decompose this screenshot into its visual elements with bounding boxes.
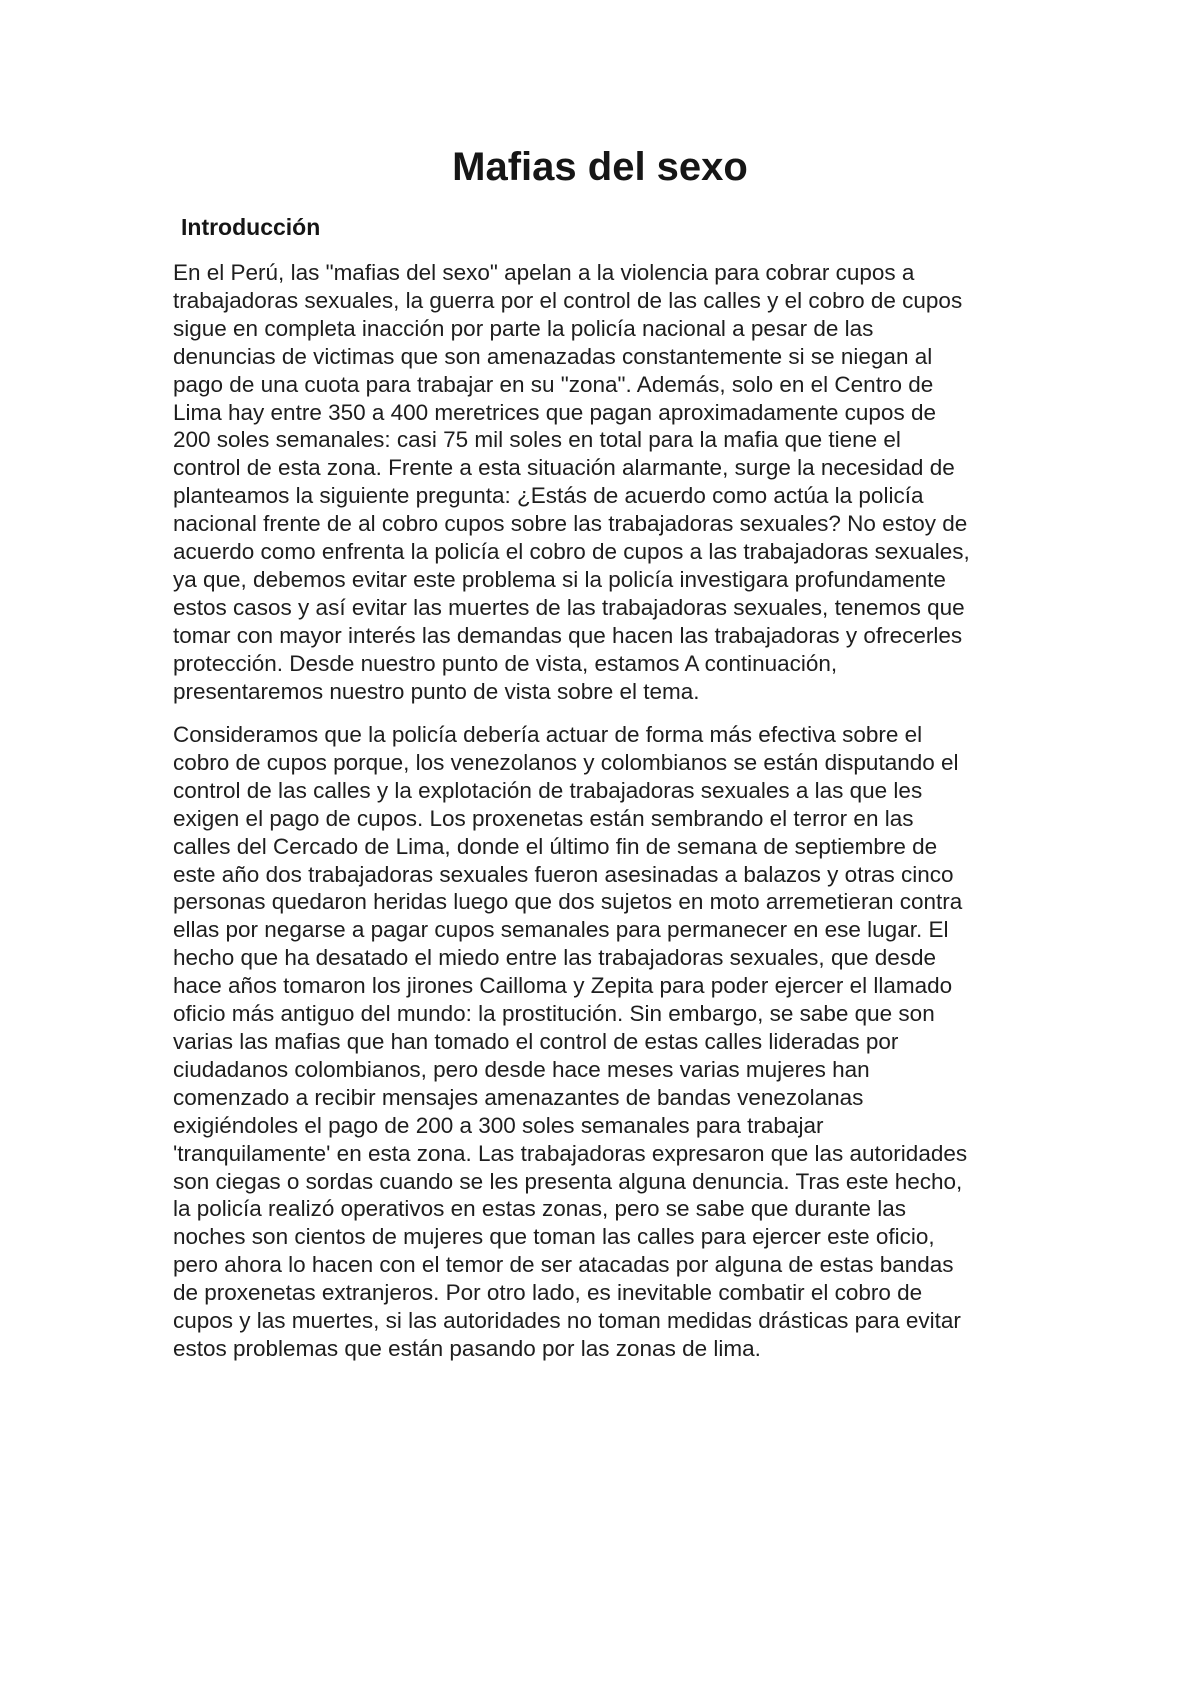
document-title: Mafias del sexo	[452, 145, 748, 189]
paragraph-argument: Consideramos que la policía debería actuar de forma más efectiva sobre el cobro de cupos porque, los venezolanos y colombianos se están disputando el control de las calles y la explotación de trabajadoras sexuales a las que les exigen el pago de cupos. Los proxenetas están sembrando el terror en las calles del Cercado de Lima, donde el último fin de semana de septiembre de este año dos trabajadoras sexuales fueron asesinadas a balazos y otras cinco personas quedaron heridas luego que dos sujetos en moto arremetieran contra ellas por negarse a pagar cupos semanales para permanecer en ese lugar. El hecho que ha desatado el miedo entre las trabajadoras sexuales, que desde hace años tomaron los jirones Cailloma y Zepita para poder ejercer el llamado oficio más antiguo del mundo: la prostitución. Sin embargo, se sabe que son varias las mafias que han tomado el control de estas calles lideradas por ciudadanos colombianos, pero desde hace meses varias mujeres han comenzado a recibir mensajes amenazantes de bandas venezolanas exigiéndoles el pago de 200 a 300 soles semanales para trabajar 'tranquilamente' en esta zona. Las trabajadoras expresaron que las autoridades son ciegas o sordas cuando se les presenta alguna denuncia. Tras este hecho, la policía realizó operativos en estas zonas, pero se sabe que durante las noches son cientos de mujeres que toman las calles para ejercer este oficio, pero ahora lo hacen con el temor de ser atacadas por alguna de estas bandas de proxenetas extranjeros. Por otro lado, es inevitable combatir el cobro de cupos y las muertes, si las autoridades no toman medidas drásticas para evitar estos problemas que están pasando por las zonas de lima.	[173, 722, 968, 1361]
section-heading-introduction: Introducción	[181, 214, 321, 240]
paragraph-introduction: En el Perú, las "mafias del sexo" apelan a la violencia para cobrar cupos a trabajadoras sexuales, la guerra por el control de las calles y el cobro de cupos sigue en completa inacción por parte la policía nacional a pesar de las denuncias de victimas que son amenazadas constantemente si se niegan al pago de una cuota para trabajar en su "zona". Además, solo en el Centro de Lima hay entre 350 a 400 meretrices que pagan aproximadamente cupos de 200 soles semanales: casi 75 mil soles en total para la mafia que tiene el control de esta zona. Frente a esta situación alarmante, surge la necesidad de planteamos la siguiente pregunta: ¿Estás de acuerdo como actúa la policía nacional frente de al cobro cupos sobre las trabajadoras sexuales? No estoy de acuerdo como enfrenta la policía el cobro de cupos a las trabajadoras sexuales, ya que, debemos evitar este problema si la policía investigara profundamente estos casos y así evitar las muertes de las trabajadoras sexuales, tenemos que tomar con mayor interés las demandas que hacen las trabajadoras y ofrecerles protección. Desde nuestro punto de vista, estamos A continuación, presentaremos nuestro punto de vista sobre el tema.	[173, 260, 970, 704]
